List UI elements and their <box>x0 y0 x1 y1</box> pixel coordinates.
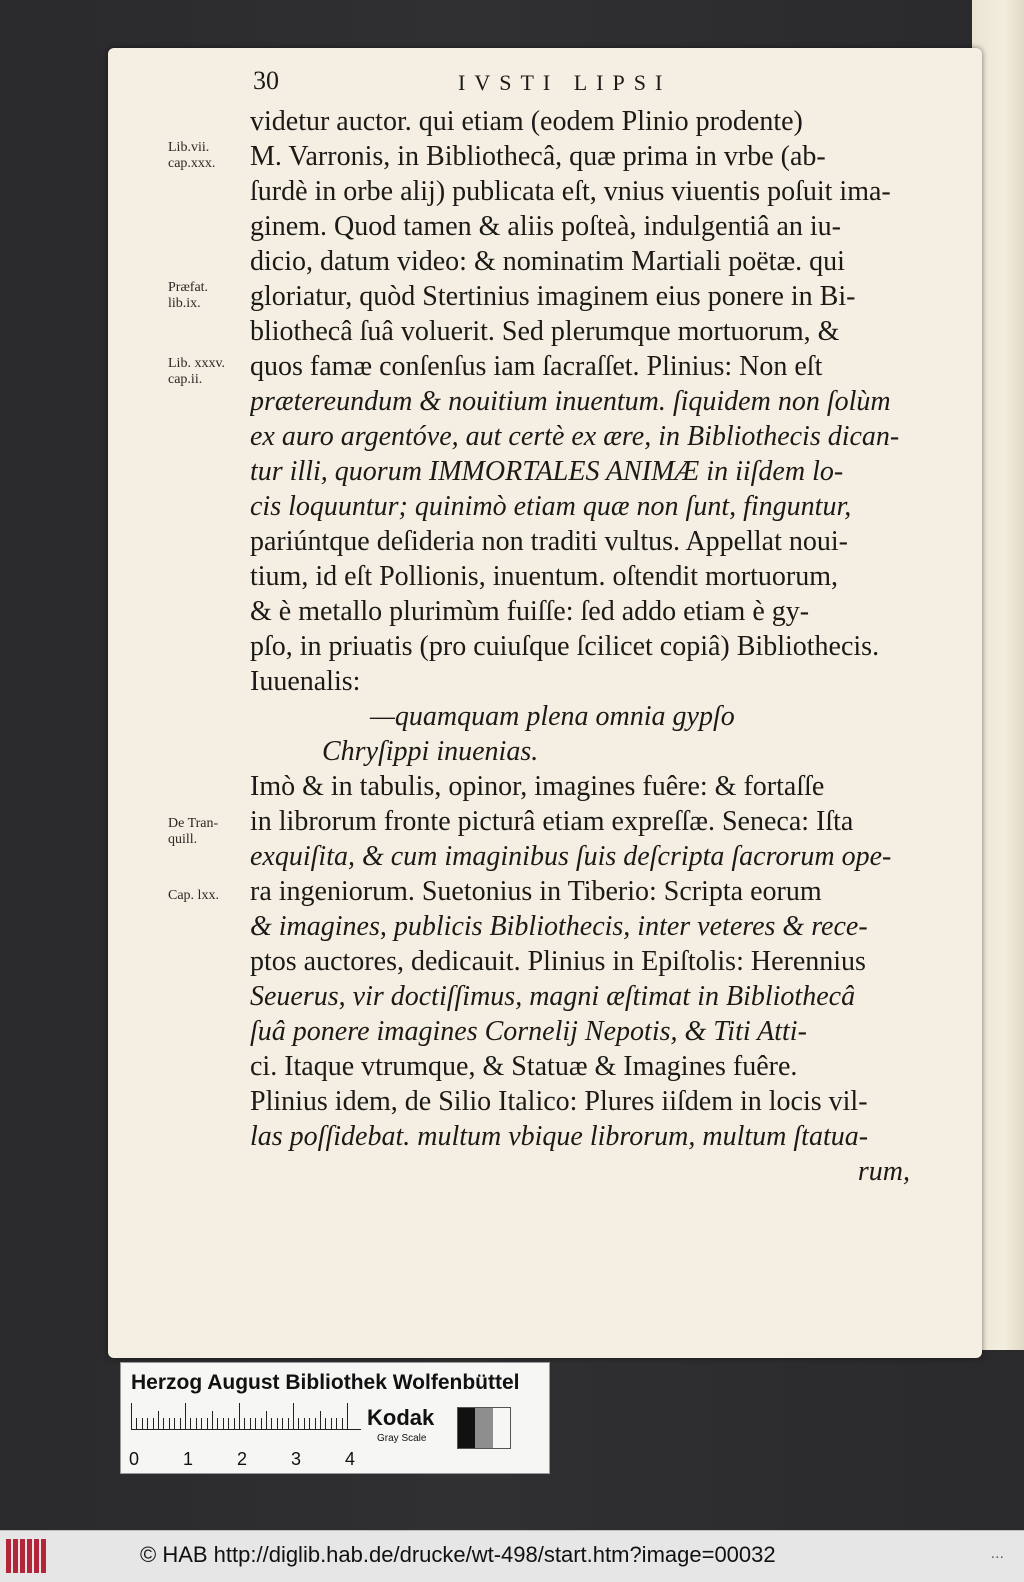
ruler-tick <box>244 1418 245 1429</box>
ruler-tick <box>185 1403 186 1429</box>
ruler-number: 2 <box>237 1449 248 1469</box>
ruler-tick <box>201 1418 202 1429</box>
footer-bar <box>0 1530 1024 1582</box>
ruler-tick <box>331 1418 332 1429</box>
ruler-tick <box>212 1411 213 1429</box>
ruler-tick <box>190 1418 191 1429</box>
text-line: dicio, datum video: & nominatim Martiali poëtæ. qui <box>250 246 845 277</box>
text-line: ſurdè in orbe alij) publicata eſt, vnius viuentis poſuit ima- <box>250 176 891 207</box>
ruler-number: 1 <box>183 1449 194 1469</box>
ruler-tick <box>298 1418 299 1429</box>
text-line: ex auro argentóve, aut certè ex ære, in Bibliothecis dican- <box>250 421 900 452</box>
ruler-tick <box>288 1418 289 1429</box>
ruler-tick <box>282 1418 283 1429</box>
footer-menu-dots[interactable]: ... <box>990 1545 1004 1562</box>
text-line: in librorum fronte picturâ etiam expreſſæ. Seneca: Iſta <box>250 806 854 837</box>
ruler-tick <box>169 1418 170 1429</box>
text-line: ſuâ ponere imagines Cornelij Nepotis, & Titi Atti- <box>250 1016 807 1047</box>
catchword: rum, <box>857 1156 910 1187</box>
ruler-tick <box>234 1418 235 1429</box>
footer-credit-link[interactable]: © HAB http://diglib.hab.de/drucke/wt-498/start.htm?image=00032 <box>140 1542 776 1567</box>
text-line: ptos auctores, dedicauit. Plinius in Epiſtolis: Herennius <box>250 946 866 977</box>
text-line: Seuerus, vir doctiſſimus, magni æſtimat in Bibliothecâ <box>250 981 856 1012</box>
text-line: videtur auctor. qui etiam (eodem Plinio prodente) <box>250 106 803 137</box>
ruler-tick <box>136 1418 137 1429</box>
body-text <box>250 104 910 1189</box>
text-line: & è metallo plurimùm fuiſſe: ſed addo etiam è gy- <box>250 596 810 627</box>
ruler-tick <box>277 1418 278 1429</box>
text-line: Plinius idem, de Silio Italico: Plures iiſdem in locis vil- <box>250 1086 868 1117</box>
ruler-tick <box>342 1418 343 1429</box>
ruler-tick <box>336 1418 337 1429</box>
ruler-tick <box>180 1418 181 1429</box>
text-line: ci. Itaque vtrumque, & Statuæ & Imagines fuêre. <box>250 1051 798 1082</box>
text-line: ra ingeniorum. Suetonius in Tiberio: Scripta eorum <box>250 876 822 907</box>
ruler-tick <box>174 1418 175 1429</box>
ruler-tick <box>147 1418 148 1429</box>
ruler-tick <box>250 1418 251 1429</box>
text-line: tium, id eſt Pollionis, inuentum. oſtendit mortuorum, <box>250 561 838 592</box>
ruler-tick <box>347 1403 348 1429</box>
text-line: ginem. Quod tamen & aliis poſteà, indulgentiâ an iu- <box>250 211 841 242</box>
margin-note: De Tran- quill. <box>168 816 219 847</box>
gray-scale-patches <box>457 1407 511 1449</box>
gray-patch-black <box>458 1408 475 1448</box>
ruler-tick <box>163 1418 164 1429</box>
ruler-tick <box>266 1411 267 1429</box>
scale-ruler <box>131 1403 361 1430</box>
library-color-card <box>120 1362 550 1474</box>
ruler-tick <box>142 1418 143 1429</box>
text-line: M. Varronis, in Bibliothecâ, quæ prima in vrbe (ab- <box>250 141 826 172</box>
text-line: tur illi, quorum IMMORTALES ANIMÆ in iiſdem lo- <box>250 456 844 487</box>
ruler-tick <box>207 1418 208 1429</box>
book-page <box>108 48 982 1358</box>
page-header <box>108 66 982 100</box>
text-line: bliothecâ ſuâ voluerit. Sed plerumque mortuorum, & <box>250 316 840 347</box>
ruler-tick <box>223 1418 224 1429</box>
margin-note: Lib.vii. cap.xxx. <box>168 140 216 171</box>
text-line: exquiſita, & cum imaginibus ſuis deſcripta ſacrorum ope- <box>250 841 892 872</box>
ruler-tick <box>304 1418 305 1429</box>
text-line: prætereundum & nouitium inuentum. ſiquidem non ſolùm <box>250 386 891 417</box>
text-line: las poſſidebat. multum vbique librorum, multum ſtatua- <box>250 1121 869 1152</box>
kodak-gray-scale-label: Gray Scale <box>377 1433 427 1444</box>
ruler-tick <box>153 1418 154 1429</box>
ruler-tick <box>158 1411 159 1429</box>
kodak-logo: Kodak <box>367 1405 435 1430</box>
ruler-tick <box>309 1418 310 1429</box>
margin-note: Præfat. lib.ix. <box>168 280 209 311</box>
ruler-number: 0 <box>129 1449 140 1469</box>
ruler-tick <box>325 1418 326 1429</box>
institution-name: Herzog August Bibliothek Wolfenbüttel <box>131 1371 520 1394</box>
ruler-tick <box>131 1403 132 1429</box>
ruler-tick <box>271 1418 272 1429</box>
running-head: IVSTI LIPSI <box>458 70 672 95</box>
page-number: 30 <box>253 66 279 95</box>
gray-patch-white <box>493 1408 510 1448</box>
hab-logo-icon <box>6 1539 46 1573</box>
ruler-tick <box>315 1418 316 1429</box>
ruler-tick <box>217 1418 218 1429</box>
margin-note: Lib. xxxv. cap.ii. <box>168 356 226 387</box>
ruler-tick <box>239 1403 240 1429</box>
ruler-tick <box>293 1403 294 1429</box>
text-line: gloriatur, quòd Stertinius imaginem eius ponere in Bi- <box>250 281 856 312</box>
text-line: pariúntque deſideria non traditi vultus. Appellat noui- <box>250 526 848 557</box>
text-line: Iuuenalis: <box>250 666 361 697</box>
text-line: cis loquuntur; quinimò etiam quæ non ſunt, finguntur, <box>250 491 852 522</box>
text-line: Imò & in tabulis, opinor, imagines fuêre: & fortaſſe <box>250 771 825 802</box>
ruler-tick <box>261 1418 262 1429</box>
verse-line: —quamquam plena omnia gypſo <box>370 701 735 732</box>
ruler-number: 4 <box>345 1449 356 1469</box>
ruler-tick <box>255 1418 256 1429</box>
ruler-number: 3 <box>291 1449 302 1469</box>
margin-note: Cap. lxx. <box>168 888 219 903</box>
text-line: pſo, in priuatis (pro cuiuſque ſcilicet copiâ) Bibliothecis. <box>250 631 880 662</box>
gray-patch-gray <box>475 1408 492 1448</box>
text-line: quos famæ conſenſus iam ſacraſſet. Plinius: Non eſt <box>250 351 823 382</box>
verse-line: Chryſippi inuenias. <box>322 736 539 767</box>
ruler-tick <box>320 1411 321 1429</box>
ruler-tick <box>196 1418 197 1429</box>
ruler-tick <box>228 1418 229 1429</box>
text-line: & imagines, publicis Bibliothecis, inter veteres & rece- <box>250 911 868 942</box>
